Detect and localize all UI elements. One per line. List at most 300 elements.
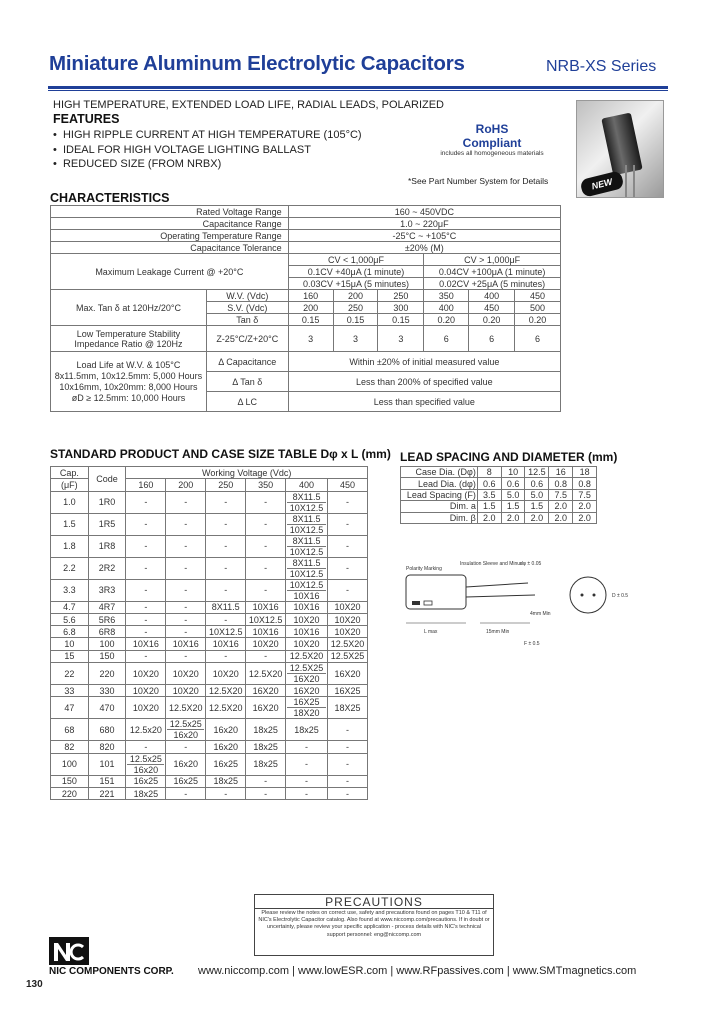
- table-cell: 2.0: [573, 512, 597, 523]
- table-cell: -: [166, 601, 206, 613]
- loadlife-value: Less than 200% of specified value: [288, 372, 560, 392]
- table-cell: -: [166, 626, 206, 638]
- table-cell: 200: [288, 302, 333, 314]
- table-row: [51, 638, 368, 650]
- dimension-drawing: [400, 553, 670, 653]
- table-cell: 2.0: [549, 512, 573, 523]
- table-cell: 3: [333, 326, 378, 352]
- tolerance-value: ±20% (M): [288, 242, 560, 254]
- table-cell: 300: [378, 302, 424, 314]
- table-cell: -: [166, 535, 206, 557]
- table-cell: 0.6: [501, 478, 525, 489]
- table-cell: -: [166, 650, 206, 662]
- table-cell: [286, 663, 328, 685]
- table-cell: 12.5X20: [246, 663, 286, 685]
- standard-product-table: [50, 466, 368, 800]
- table-cell: 10X16: [246, 601, 286, 613]
- table-cell: 5R6: [88, 613, 126, 625]
- temp-range-label: Operating Temperature Range: [51, 230, 289, 242]
- lead-wire: [633, 165, 635, 198]
- page-number: 130: [26, 979, 43, 990]
- table-cell: 10X16: [246, 626, 286, 638]
- table-cell: 0.6: [477, 478, 501, 489]
- case-size: 16X25: [293, 697, 320, 708]
- table-cell: [286, 557, 328, 579]
- table-cell: 0.15: [333, 314, 378, 326]
- table-row: [401, 489, 597, 500]
- table-cell: [286, 513, 328, 535]
- table-cell: -: [246, 787, 286, 799]
- table-row: [51, 650, 368, 662]
- table-cell: [286, 491, 328, 513]
- wv-label: W.V. (Vdc): [206, 290, 288, 302]
- table-cell: 10X20: [126, 663, 166, 685]
- table-cell: 16x20: [166, 753, 206, 775]
- leakage-value: 0.03CV +15μA (5 minutes): [288, 278, 424, 290]
- table-cell: -: [206, 557, 246, 579]
- capacitance-range-label: Capacitance Range: [51, 218, 289, 230]
- table-cell: 6: [424, 326, 469, 352]
- table-cell: 12.5X20: [206, 697, 246, 719]
- table-cell: -: [166, 741, 206, 753]
- table-cell: 12.5X20: [327, 638, 367, 650]
- table-row: [51, 719, 368, 741]
- table-cell: [286, 579, 328, 601]
- case-size: 10X12.5: [289, 579, 324, 590]
- table-cell: 12.5x20: [126, 719, 166, 741]
- table-cell: 2.0: [549, 501, 573, 512]
- table-cell: -: [166, 579, 206, 601]
- table-cell: -: [286, 787, 328, 799]
- table-cell: 1.5: [501, 501, 525, 512]
- loadlife-key: Δ Tan δ: [206, 372, 288, 392]
- table-cell: 16: [549, 467, 573, 478]
- characteristics-heading: CHARACTERISTICS: [50, 191, 170, 205]
- table-cell: 10X20: [286, 613, 328, 625]
- table-cell: 450: [469, 302, 515, 314]
- table-cell: -: [246, 775, 286, 787]
- case-size: 10X12.5: [287, 546, 326, 557]
- table-cell: 16X20: [327, 663, 367, 685]
- table-cell: -: [327, 491, 367, 513]
- table-cell: -: [286, 775, 328, 787]
- case-size: 12.5x25: [129, 753, 162, 764]
- table-cell: -: [246, 557, 286, 579]
- table-cell: 12.5X25: [327, 650, 367, 662]
- company-name: NIC COMPONENTS CORP.: [49, 966, 174, 977]
- f-tolerance-label: F ± 0.5: [524, 641, 540, 647]
- table-cell: 2R2: [88, 557, 126, 579]
- tan-delta-label: Max. Tan δ at 120Hz/20°C: [51, 290, 207, 326]
- voltage-header: 400: [286, 479, 328, 491]
- table-row: [51, 753, 368, 775]
- table-row: [51, 290, 561, 302]
- subtitle: HIGH TEMPERATURE, EXTENDED LOAD LIFE, RADIAL LEADS, POLARIZED: [53, 99, 444, 111]
- table-cell: 7.5: [573, 489, 597, 500]
- table-cell: 220: [88, 663, 126, 685]
- table-cell: 12.5X20: [286, 650, 328, 662]
- min-length-label: 15mm Min: [486, 629, 510, 635]
- table-cell: 2.2: [51, 557, 89, 579]
- table-cell: 0.8: [573, 478, 597, 489]
- table-cell: 12.5X20: [166, 697, 206, 719]
- table-row: [51, 626, 368, 638]
- table-row: [51, 685, 368, 697]
- table-cell: -: [126, 535, 166, 557]
- table-cell: 7.5: [549, 489, 573, 500]
- table-cell: -: [166, 613, 206, 625]
- table-cell: 33: [51, 685, 89, 697]
- lowtemp-label: [51, 326, 207, 352]
- rohs-line3: includes all homogeneous materials: [440, 150, 544, 157]
- row-label: Case Dia. (Dφ): [401, 467, 478, 478]
- table-cell: -: [286, 753, 328, 775]
- row-label: Dim. a: [401, 501, 478, 512]
- table-cell: 12.5: [525, 467, 549, 478]
- part-number-note: *See Part Number System for Details: [408, 176, 549, 186]
- feature-item: • IDEAL FOR HIGH VOLTAGE LIGHTING BALLAST: [53, 143, 362, 158]
- table-row: [51, 557, 368, 579]
- case-size: 18X20: [287, 707, 326, 718]
- table-cell: -: [206, 535, 246, 557]
- table-cell: 2.0: [525, 512, 549, 523]
- table-cell: 10X20: [327, 601, 367, 613]
- temp-range-value: -25°C ~ +105°C: [288, 230, 560, 242]
- table-row: [51, 326, 561, 352]
- table-cell: 680: [88, 719, 126, 741]
- table-cell: 10X20: [327, 613, 367, 625]
- table-cell: 12.5X20: [206, 685, 246, 697]
- cap-header: Cap.: [51, 467, 89, 479]
- case-size: 16X20: [287, 673, 326, 684]
- table-cell: 100: [88, 638, 126, 650]
- row-label: Lead Spacing (F): [401, 489, 478, 500]
- table-cell: -: [206, 613, 246, 625]
- table-cell: 6: [515, 326, 561, 352]
- table-cell: 16x20: [206, 741, 246, 753]
- precautions-box: [254, 894, 494, 956]
- table-cell: 16x25: [166, 775, 206, 787]
- tan-label: Tan δ: [206, 314, 288, 326]
- table-cell: 10X16: [206, 638, 246, 650]
- d-tolerance-label: D ± 0.5: [612, 593, 629, 599]
- table-cell: -: [126, 626, 166, 638]
- table-cell: 10X16: [166, 638, 206, 650]
- loadlife-label: [51, 352, 207, 412]
- table-cell: 0.6: [525, 478, 549, 489]
- case-size: 8X11.5: [292, 491, 321, 502]
- table-cell: 10X20: [166, 663, 206, 685]
- table-cell: 450: [515, 290, 561, 302]
- leakage-header-low: CV < 1,000μF: [288, 254, 424, 266]
- table-cell: 3.3: [51, 579, 89, 601]
- rohs-line1: RoHS: [475, 122, 509, 136]
- table-cell: -: [246, 650, 286, 662]
- table-cell: 18x25: [206, 775, 246, 787]
- table-cell: 100: [51, 753, 89, 775]
- table-cell: -: [126, 557, 166, 579]
- table-row: [51, 491, 368, 513]
- voltage-header: 250: [206, 479, 246, 491]
- table-cell: -: [166, 557, 206, 579]
- lowtemp-label-line: Low Temperature Stability: [76, 328, 181, 339]
- table-cell: 16X20: [246, 697, 286, 719]
- lowtemp-label-line: Impedance Ratio @ 120Hz: [74, 338, 183, 349]
- table-row: [51, 254, 561, 266]
- standard-table-heading: STANDARD PRODUCT AND CASE SIZE TABLE Dφ x L (mm): [50, 447, 391, 461]
- table-cell: 10X12.5: [206, 626, 246, 638]
- table-cell: 3: [288, 326, 333, 352]
- table-row: [51, 775, 368, 787]
- table-cell: -: [327, 741, 367, 753]
- table-cell: 10X20: [327, 626, 367, 638]
- table-cell: 68: [51, 719, 89, 741]
- table-cell: -: [206, 513, 246, 535]
- insulation-label: Insulation Sleeve and Minus: [460, 561, 523, 567]
- table-row: [51, 787, 368, 799]
- table-cell: 10: [501, 467, 525, 478]
- voltage-header: 350: [246, 479, 286, 491]
- table-cell: 330: [88, 685, 126, 697]
- table-cell: 3: [378, 326, 424, 352]
- table-cell: 250: [378, 290, 424, 302]
- table-cell: 2.0: [477, 512, 501, 523]
- table-cell: 10X20: [286, 638, 328, 650]
- table-row: [51, 206, 561, 218]
- table-cell: 18x25: [126, 787, 166, 799]
- lead-spacing-table: [400, 466, 597, 524]
- rohs-line2: Compliant: [462, 136, 522, 150]
- table-cell: -: [206, 650, 246, 662]
- table-cell: 160: [288, 290, 333, 302]
- case-size: 16x20: [127, 764, 164, 775]
- impedance-ratio: Z-25°C/Z+20°C: [206, 326, 288, 352]
- lead-spacing-body: [401, 467, 597, 524]
- feature-item: • HIGH RIPPLE CURRENT AT HIGH TEMPERATURE (105°C): [53, 128, 362, 143]
- table-cell: 10X20: [206, 663, 246, 685]
- table-row: [51, 535, 368, 557]
- dim4-label: 4mm Min: [530, 611, 551, 617]
- feature-item: • REDUCED SIZE (FROM NRBX): [53, 157, 362, 172]
- lead-dia-label: dφ ± 0.05: [520, 561, 542, 567]
- table-cell: -: [246, 579, 286, 601]
- table-cell: 250: [333, 302, 378, 314]
- lead-wire: [625, 165, 627, 198]
- table-cell: 0.15: [378, 314, 424, 326]
- features-heading: FEATURES: [53, 112, 120, 126]
- table-cell: -: [246, 491, 286, 513]
- table-cell: 350: [424, 290, 469, 302]
- voltage-header: 200: [166, 479, 206, 491]
- table-cell: 16x20: [206, 719, 246, 741]
- table-cell: -: [126, 650, 166, 662]
- table-row: [401, 467, 597, 478]
- table-cell: 10X12.5: [246, 613, 286, 625]
- table-cell: -: [286, 741, 328, 753]
- footer-links: www.niccomp.com | www.lowESR.com | www.RFpassives.com | www.SMTmagnetics.com: [198, 965, 637, 977]
- sv-label: S.V. (Vdc): [206, 302, 288, 314]
- table-cell: 6R8: [88, 626, 126, 638]
- table-cell: -: [327, 579, 367, 601]
- table-cell: 18X25: [327, 697, 367, 719]
- table-cell: -: [327, 719, 367, 741]
- table-cell: 10X16: [126, 638, 166, 650]
- table-cell: 0.20: [469, 314, 515, 326]
- table-cell: 2.0: [501, 512, 525, 523]
- table-cell: 221: [88, 787, 126, 799]
- table-cell: -: [327, 513, 367, 535]
- table-row: [51, 601, 368, 613]
- table-cell: 6: [469, 326, 515, 352]
- table-header-row: [51, 467, 368, 479]
- table-cell: 16x25: [206, 753, 246, 775]
- table-cell: 8X11.5: [206, 601, 246, 613]
- case-size: 10X12.5: [287, 524, 326, 535]
- table-cell: 1.5: [525, 501, 549, 512]
- table-cell: 10X20: [126, 685, 166, 697]
- lmax-label: L max: [424, 629, 438, 635]
- table-cell: 500: [515, 302, 561, 314]
- table-cell: 400: [424, 302, 469, 314]
- table-cell: 18: [573, 467, 597, 478]
- lead-dot: [593, 594, 596, 597]
- table-cell: 0.15: [288, 314, 333, 326]
- case-size: 12.5x25: [169, 719, 202, 730]
- table-row: [51, 663, 368, 685]
- table-row: [51, 513, 368, 535]
- table-cell: 47: [51, 697, 89, 719]
- page-title: Miniature Aluminum Electrolytic Capacitors: [49, 52, 465, 75]
- row-label: Dim. β: [401, 512, 478, 523]
- case-size: 8X11.5: [292, 557, 321, 568]
- table-row: [401, 478, 597, 489]
- table-cell: 0.8: [549, 478, 573, 489]
- table-cell: 150: [51, 775, 89, 787]
- loadlife-key: Δ LC: [206, 392, 288, 412]
- table-cell: 22: [51, 663, 89, 685]
- table-cell: 151: [88, 775, 126, 787]
- table-cell: 101: [88, 753, 126, 775]
- table-cell: 1R0: [88, 491, 126, 513]
- polarity-label: Polarity Marking: [406, 566, 442, 572]
- table-cell: 18x25: [246, 741, 286, 753]
- table-row: [51, 697, 368, 719]
- table-cell: -: [327, 535, 367, 557]
- table-cell: 18x25: [246, 753, 286, 775]
- table-cell: 0.20: [424, 314, 469, 326]
- table-row: [401, 512, 597, 523]
- table-cell: 1.8: [51, 535, 89, 557]
- table-cell: 1.5: [477, 501, 501, 512]
- leakage-header-high: CV > 1,000μF: [424, 254, 561, 266]
- table-cell: -: [327, 557, 367, 579]
- table-cell: [286, 697, 328, 719]
- table-row: [401, 501, 597, 512]
- leakage-value: 0.02CV +25μA (5 minutes): [424, 278, 561, 290]
- loadlife-value: Within ±20% of initial measured value: [288, 352, 560, 372]
- table-row: [51, 230, 561, 242]
- new-badge: NEW: [579, 170, 624, 198]
- table-cell: 470: [88, 697, 126, 719]
- title-rule-thin: [48, 90, 668, 91]
- table-cell: -: [126, 741, 166, 753]
- table-cell: 10X20: [246, 638, 286, 650]
- loadlife-line: øD ≥ 12.5mm: 10,000 Hours: [71, 392, 186, 403]
- loadlife-value: Less than specified value: [288, 392, 560, 412]
- table-cell: 16x25: [126, 775, 166, 787]
- capacitance-range-value: 1.0 ~ 220μF: [288, 218, 560, 230]
- code-header: Code: [88, 467, 126, 492]
- nic-logo: [49, 937, 89, 965]
- table-cell: 4.7: [51, 601, 89, 613]
- table-cell: 10X16: [286, 626, 328, 638]
- table-cell: 6.8: [51, 626, 89, 638]
- table-cell: -: [327, 753, 367, 775]
- features-list: [53, 128, 362, 172]
- table-cell: 8: [477, 467, 501, 478]
- table-cell: 200: [333, 290, 378, 302]
- product-photo: [576, 100, 664, 198]
- series-name: NRB-XS Series: [546, 58, 657, 75]
- precautions-text: Please review the notes on correct use, safety and precautions found on pages T10 & T11 of NIC's Electrolytic Capacitor catalog. Also found at www.niccomp.com/precautions. If in doubt or uncertainty, please review your specific application - process details with NIC's technical support personnel: eng@niccomp.com: [258, 910, 490, 938]
- loadlife-line: 8x11.5mm, 10x12.5mm: 5,000 Hours: [54, 370, 203, 381]
- case-size: 8X11.5: [292, 535, 321, 546]
- table-row: [51, 218, 561, 230]
- table-cell: 10X20: [126, 697, 166, 719]
- cap-unit: (μF): [51, 479, 89, 491]
- table-cell: -: [126, 601, 166, 613]
- tolerance-label: Capacitance Tolerance: [51, 242, 289, 254]
- table-cell: -: [246, 535, 286, 557]
- table-cell: -: [206, 491, 246, 513]
- table-cell: 1R8: [88, 535, 126, 557]
- wv-header: Working Voltage (Vdc): [126, 467, 368, 479]
- capacitor-image: [601, 113, 642, 176]
- lead-dot: [581, 594, 584, 597]
- standard-table-body: [51, 491, 368, 800]
- table-cell: 82: [51, 741, 89, 753]
- table-cell: 820: [88, 741, 126, 753]
- row-label: Lead Dia. (dφ): [401, 478, 478, 489]
- loadlife-line: Load Life at W.V. & 105°C: [76, 359, 181, 370]
- case-size: 8X11.5: [292, 513, 321, 524]
- case-size: 10X16: [287, 590, 326, 601]
- title-rule: [48, 86, 668, 89]
- capacitor-end-view: [570, 577, 606, 613]
- table-cell: -: [327, 787, 367, 799]
- case-size: 10X12.5: [287, 568, 326, 579]
- table-cell: 5.0: [501, 489, 525, 500]
- table-row: [51, 352, 561, 372]
- table-cell: 15: [51, 650, 89, 662]
- table-cell: -: [126, 579, 166, 601]
- table-cell: 4R7: [88, 601, 126, 613]
- table-cell: 18x25: [246, 719, 286, 741]
- polarity-mark: [412, 601, 420, 605]
- table-cell: -: [206, 787, 246, 799]
- table-cell: 400: [469, 290, 515, 302]
- loadlife-key: Δ Capacitance: [206, 352, 288, 372]
- table-cell: 0.20: [515, 314, 561, 326]
- table-cell: 10X20: [166, 685, 206, 697]
- table-cell: 10X16: [286, 601, 328, 613]
- table-cell: 2.0: [573, 501, 597, 512]
- table-cell: 16X20: [286, 685, 328, 697]
- table-cell: 3R3: [88, 579, 126, 601]
- table-cell: -: [166, 491, 206, 513]
- leakage-value: 0.04CV +100μA (1 minute): [424, 266, 561, 278]
- table-row: [51, 242, 561, 254]
